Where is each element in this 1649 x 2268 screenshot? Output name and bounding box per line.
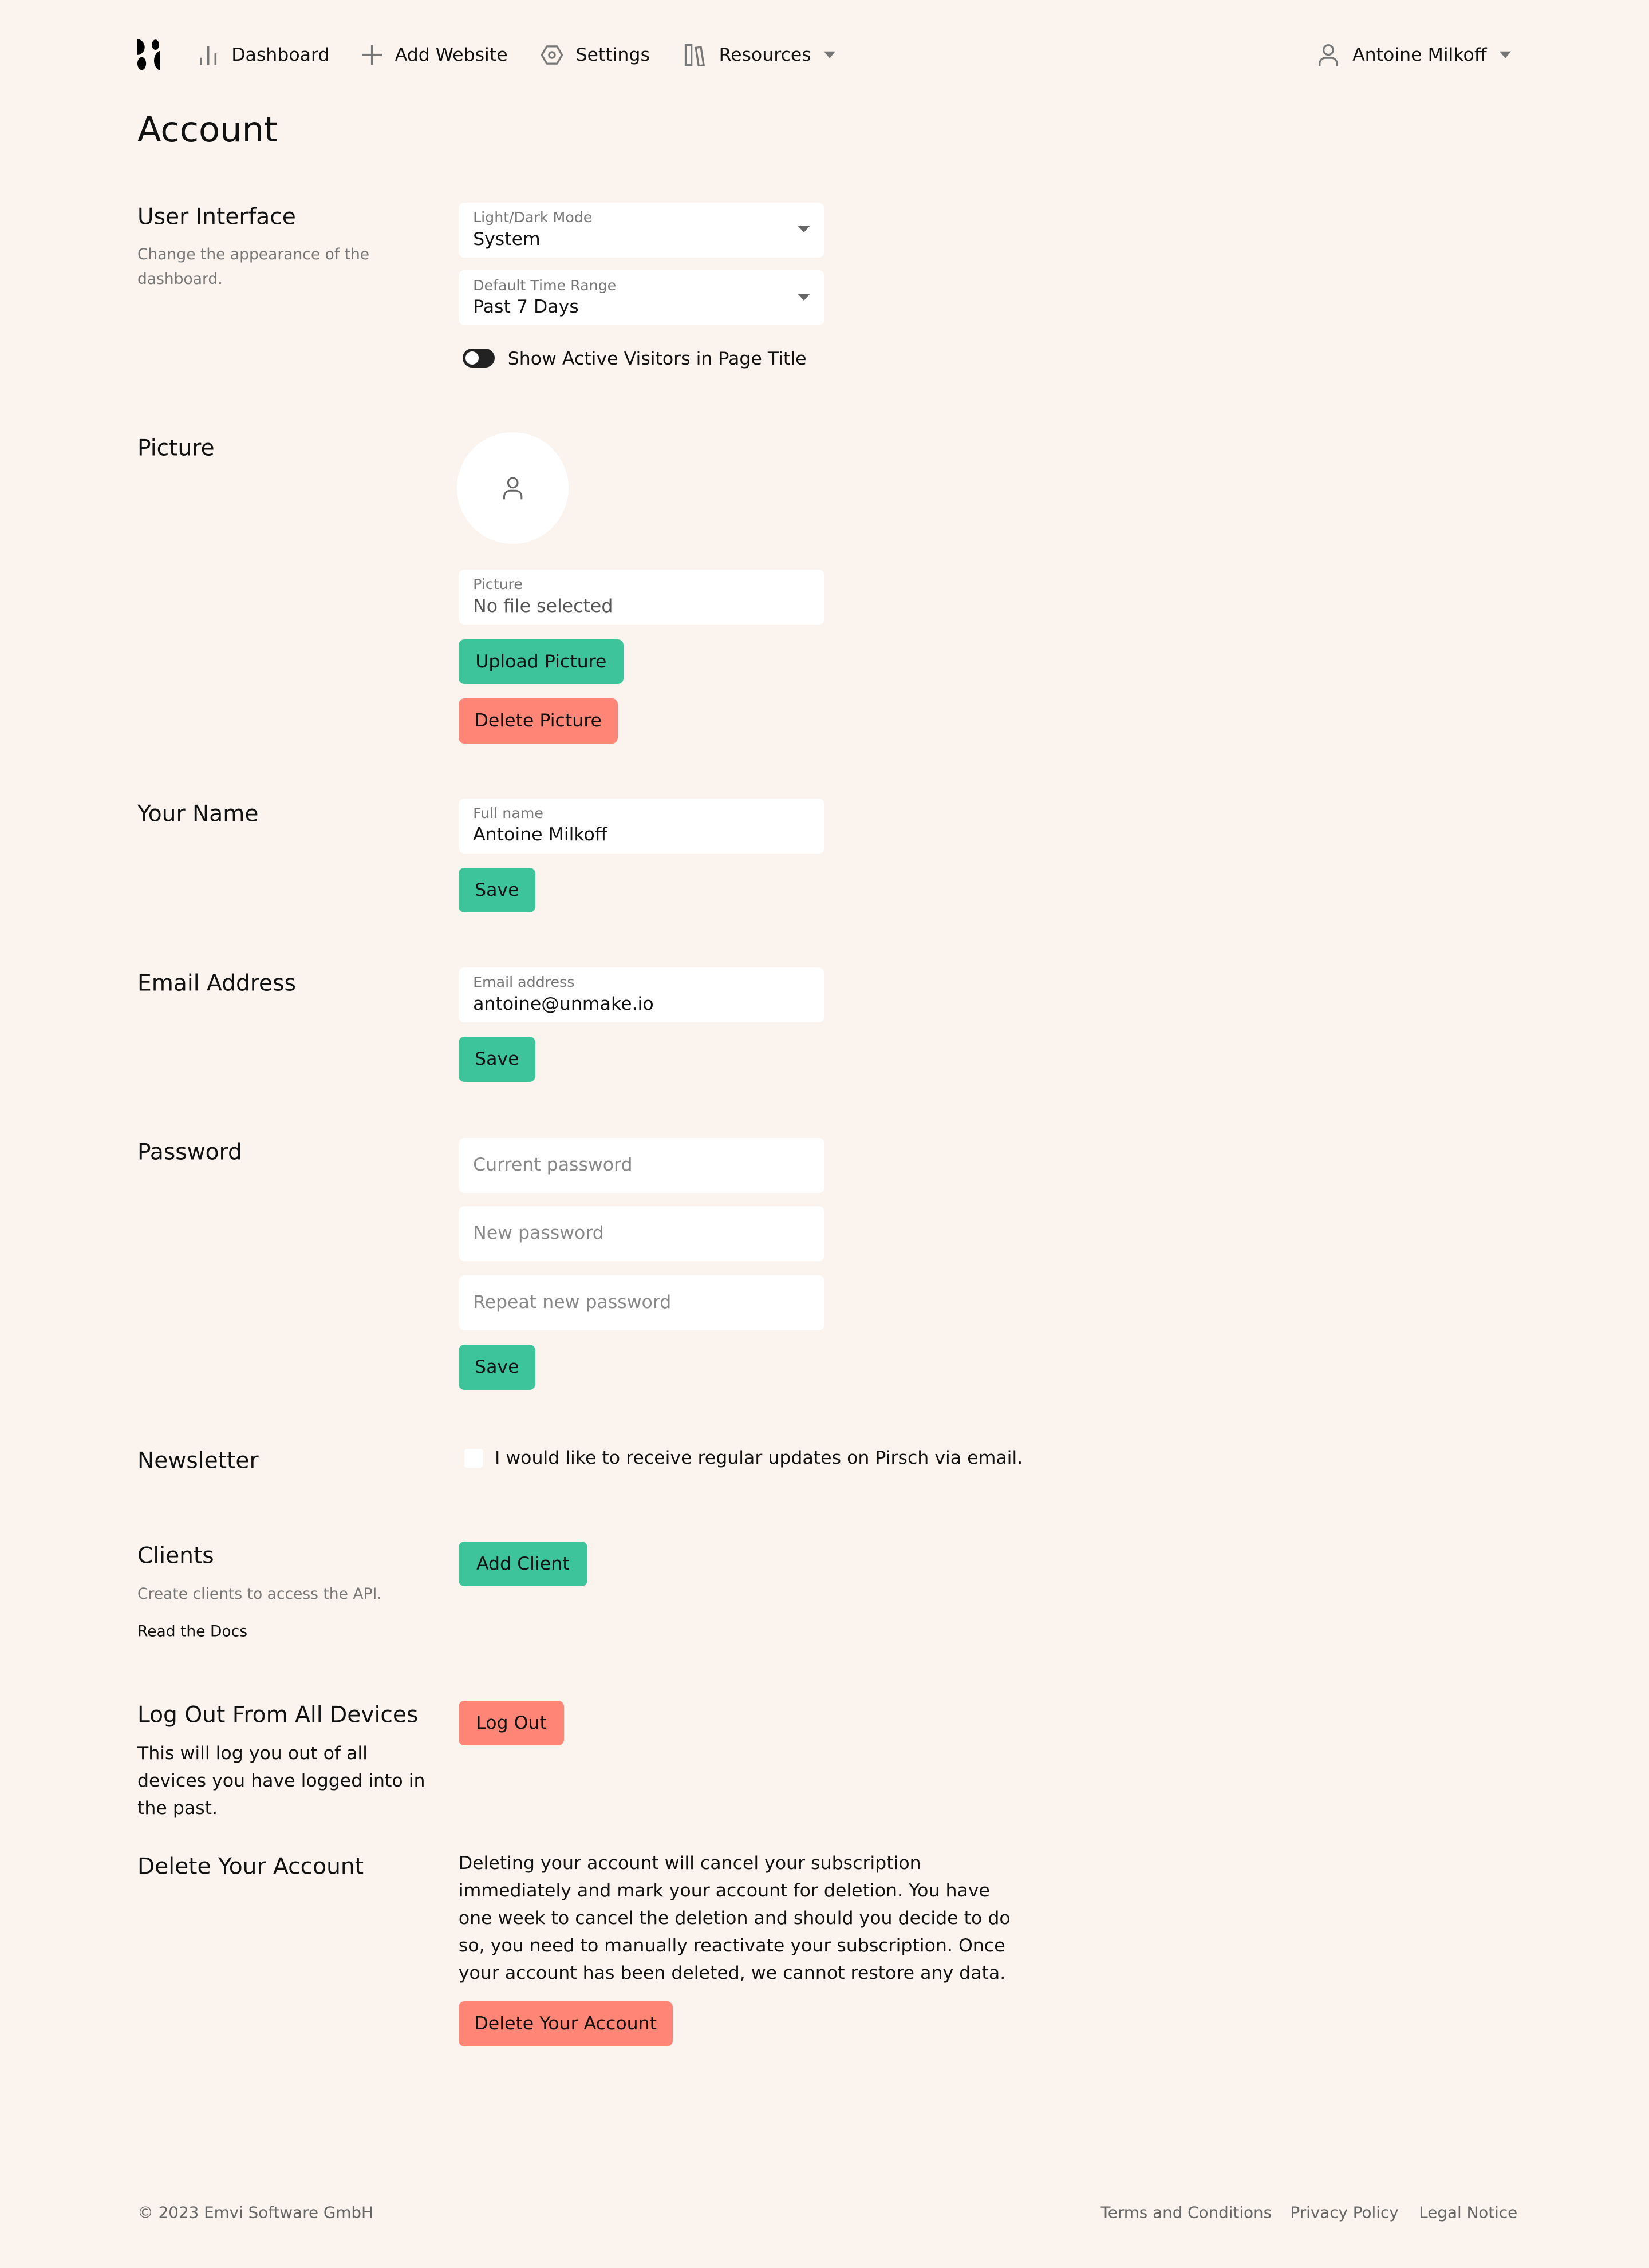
- section-title-name: Your Name: [137, 801, 259, 827]
- nav-settings[interactable]: [541, 44, 650, 66]
- light-dark-mode-value: System: [473, 228, 541, 250]
- repeat-password-placeholder: Repeat new password: [473, 1292, 672, 1313]
- clients-desc: Create clients to access the API.: [137, 1585, 382, 1603]
- chart-icon: [198, 45, 218, 65]
- active-visitors-toggle[interactable]: [463, 349, 495, 368]
- nav-resources-label: Resources: [719, 44, 811, 65]
- add-client-button[interactable]: Add Client: [459, 1542, 587, 1586]
- nav-settings-label: Settings: [575, 44, 650, 65]
- avatar: [457, 432, 569, 544]
- current-password-placeholder: Current password: [473, 1155, 633, 1176]
- section-title-newsletter: Newsletter: [137, 1448, 259, 1474]
- privacy-link[interactable]: Privacy Policy: [1290, 2203, 1399, 2222]
- chevron-down-icon: [1500, 52, 1511, 58]
- upload-picture-button[interactable]: Upload Picture: [459, 639, 624, 684]
- section-title-email: Email Address: [137, 970, 296, 997]
- user-menu[interactable]: [1317, 44, 1511, 66]
- newsletter-checkbox[interactable]: [464, 1449, 483, 1468]
- save-email-button[interactable]: Save: [459, 1037, 535, 1081]
- legal-notice-link[interactable]: Legal Notice: [1419, 2203, 1518, 2222]
- chevron-down-icon: [824, 52, 835, 58]
- user-name: Antoine Milkoff: [1352, 44, 1487, 65]
- nav-resources[interactable]: [684, 44, 836, 66]
- user-icon: [503, 476, 523, 499]
- delete-picture-button[interactable]: Delete Picture: [459, 698, 618, 743]
- full-name-label: Full name: [473, 804, 543, 821]
- save-password-button[interactable]: Save: [459, 1345, 535, 1389]
- section-title-logout: Log Out From All Devices: [137, 1702, 419, 1728]
- full-name-field[interactable]: [459, 799, 824, 854]
- email-field[interactable]: [459, 967, 824, 1022]
- chevron-down-icon: [798, 226, 810, 232]
- full-name-value: Antoine Milkoff: [473, 824, 607, 845]
- section-title-password: Password: [137, 1139, 242, 1165]
- plus-icon: [362, 45, 382, 65]
- books-icon: [684, 44, 706, 66]
- read-docs-link[interactable]: Read the Docs: [137, 1622, 248, 1641]
- new-password-input[interactable]: [459, 1206, 824, 1261]
- delete-account-desc: Deleting your account will cancel your subscription immediately and mark your account for deletion. You have one week to cancel the deletion and should you decide to do so, you need to manually reactivate your subscription. Once your account has been deleted, we cannot restore any data.: [458, 1853, 1011, 1984]
- copyright: © 2023 Emvi Software GmbH: [137, 2203, 373, 2222]
- logo-icon: [137, 39, 160, 71]
- user-interface-desc: Change the appearance of the dashboard.: [137, 246, 370, 289]
- newsletter-label: I would like to receive regular updates on Pirsch via email.: [494, 1447, 1023, 1468]
- repeat-password-input[interactable]: [459, 1275, 824, 1330]
- logo[interactable]: [137, 39, 160, 77]
- active-visitors-label: Show Active Visitors in Page Title: [507, 348, 807, 369]
- toggle-knob: [465, 351, 479, 365]
- picture-file-input[interactable]: [459, 570, 824, 625]
- time-range-select[interactable]: [459, 270, 824, 325]
- time-range-value: Past 7 Days: [473, 297, 579, 318]
- delete-account-button[interactable]: Delete Your Account: [459, 2001, 673, 2046]
- log-out-button[interactable]: Log Out: [459, 1701, 564, 1745]
- email-value: antoine@unmake.io: [473, 994, 654, 1015]
- page-title: Account: [137, 109, 278, 150]
- chevron-down-icon: [798, 294, 810, 301]
- time-range-label: Default Time Range: [473, 276, 617, 294]
- section-title-user-interface: User Interface: [137, 204, 296, 230]
- user-icon: [1317, 44, 1339, 66]
- picture-value: No file selected: [473, 596, 613, 617]
- light-dark-mode-label: Light/Dark Mode: [473, 208, 593, 226]
- nav-add-website-label: Add Website: [395, 44, 508, 65]
- section-title-delete-account: Delete Your Account: [137, 1854, 364, 1880]
- save-name-button[interactable]: Save: [459, 868, 535, 912]
- logout-desc: This will log you out of all devices you have logged into in the past.: [137, 1743, 425, 1819]
- new-password-placeholder: New password: [473, 1223, 604, 1244]
- picture-label: Picture: [473, 576, 523, 593]
- section-title-clients: Clients: [137, 1543, 214, 1569]
- nav-dashboard[interactable]: [198, 45, 329, 65]
- current-password-input[interactable]: [459, 1138, 824, 1193]
- light-dark-mode-select[interactable]: [459, 203, 824, 258]
- nav-add-website[interactable]: [362, 45, 508, 65]
- section-title-picture: Picture: [137, 435, 215, 461]
- terms-link[interactable]: Terms and Conditions: [1100, 2203, 1272, 2222]
- gear-icon: [541, 44, 563, 66]
- nav-dashboard-label: Dashboard: [231, 44, 330, 65]
- email-label: Email address: [473, 974, 575, 991]
